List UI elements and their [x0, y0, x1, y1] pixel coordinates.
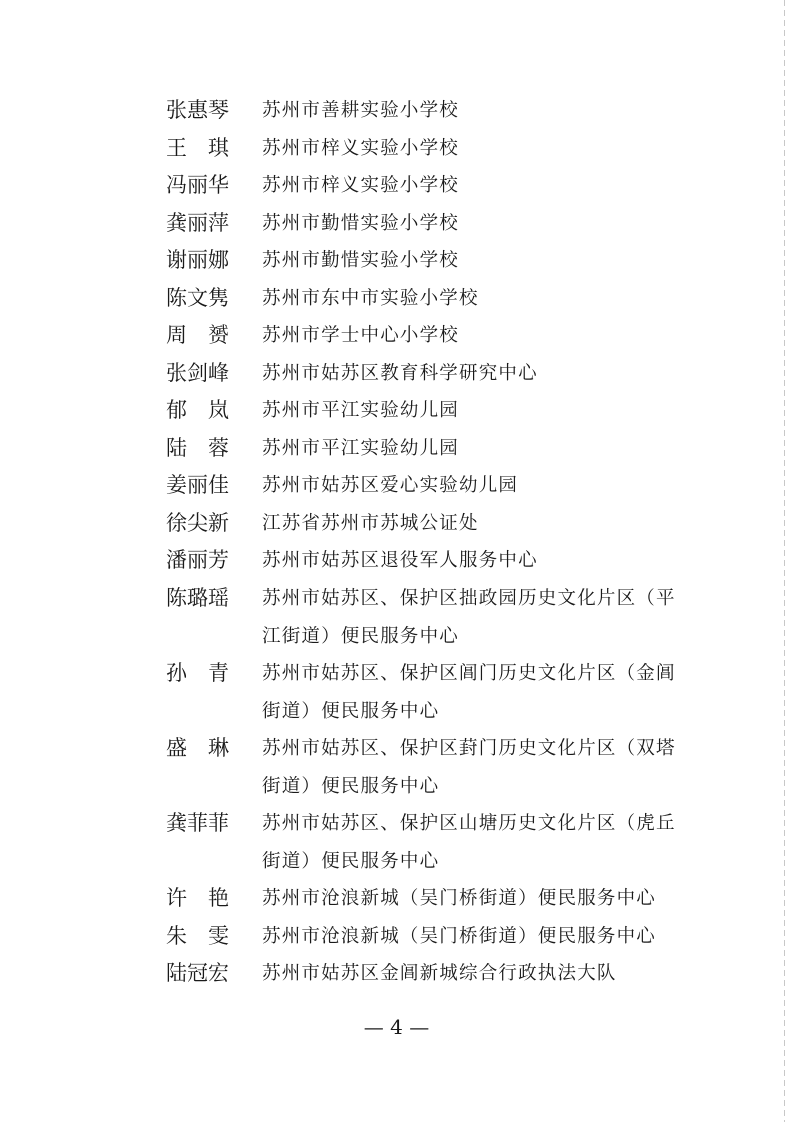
person-name: 陆蓉 — [166, 435, 250, 460]
person-name: 潘丽芳 — [166, 548, 229, 572]
person-name: 郁岚 — [166, 398, 250, 422]
organization-name: 苏州市姑苏区金阊新城综合行政执法大队 — [262, 963, 617, 984]
organization-name: 苏州市姑苏区、保护区葑门历史文化片区（双塔街道）便民服务中心 — [262, 738, 676, 797]
organization-name: 苏州市姑苏区爱心实验幼儿园 — [262, 475, 519, 496]
organization-name: 苏州市平江实验幼儿园 — [262, 437, 460, 459]
person-name: 陈璐瑶 — [166, 586, 229, 610]
person-name: 盛琳 — [166, 736, 250, 760]
organization-name: 苏州市姑苏区退役军人服务中心 — [262, 550, 538, 571]
organization-name: 苏州市勤惜实验小学校 — [262, 250, 460, 271]
organization-name: 苏州市姑苏区、保护区山塘历史文化片区（虎丘街道）便民服务中心 — [262, 813, 676, 872]
organization-name: 苏州市姑苏区教育科学研究中心 — [262, 362, 538, 384]
person-name: 谢丽娜 — [166, 248, 229, 272]
person-name: 周赟 — [166, 323, 250, 347]
person-name: 龚菲菲 — [166, 811, 229, 835]
organization-name: 苏州市善耕实验小学校 — [262, 100, 460, 121]
person-name: 张剑峰 — [166, 360, 229, 385]
person-name: 许艳 — [166, 886, 250, 910]
organization-name: 苏州市姑苏区、保护区阊门历史文化片区（金阊街道）便民服务中心 — [262, 663, 676, 722]
person-name: 陆冠宏 — [166, 961, 229, 985]
person-name: 张惠琴 — [166, 98, 229, 122]
organization-name: 苏州市梓义实验小学校 — [262, 137, 460, 159]
organization-name: 苏州市沧浪新城（吴门桥街道）便民服务中心 — [262, 888, 657, 909]
person-name: 姜丽佳 — [166, 473, 229, 497]
person-name: 徐尖新 — [166, 510, 229, 535]
page-scan-edge — [784, 0, 785, 1122]
organization-name: 苏州市沧浪新城（吴门桥街道）便民服务中心 — [262, 925, 657, 947]
person-name: 王琪 — [166, 135, 250, 160]
organization-name: 苏州市梓义实验小学校 — [262, 175, 460, 196]
person-name: 龚丽萍 — [166, 210, 229, 235]
organization-name: 苏州市姑苏区、保护区拙政园历史文化片区（平江街道）便民服务中心 — [262, 588, 676, 647]
organization-name: 苏州市东中市实验小学校 — [262, 287, 479, 309]
organization-name: 江苏省苏州市苏城公证处 — [262, 512, 479, 534]
person-name: 朱雯 — [166, 923, 250, 948]
person-name: 孙青 — [166, 661, 250, 685]
organization-name: 苏州市学士中心小学校 — [262, 325, 460, 346]
page-number: — 4 — — [363, 1015, 430, 1039]
person-name: 冯丽华 — [166, 173, 229, 197]
organization-name: 苏州市平江实验幼儿园 — [262, 400, 460, 421]
organization-name: 苏州市勤惜实验小学校 — [262, 212, 460, 234]
person-name: 陈文隽 — [166, 285, 229, 310]
